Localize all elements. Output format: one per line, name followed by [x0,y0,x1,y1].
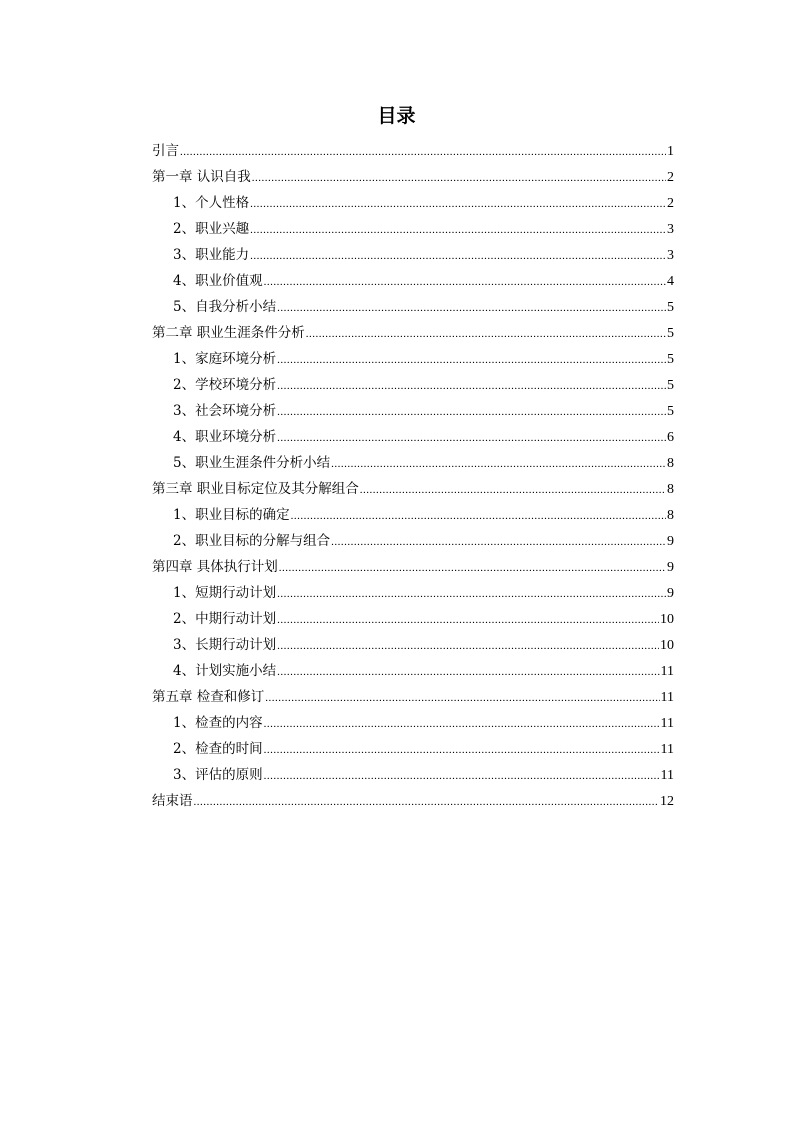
toc-dot-leader [331,529,666,555]
toc-dot-leader [277,295,666,321]
toc-section-entry[interactable] [152,580,674,606]
toc-dot-leader [264,763,660,789]
toc-page-number: 9 [667,560,674,575]
toc-dot-leader [277,347,666,373]
toc-chapter-entry[interactable] [152,684,674,710]
toc-page-number: 3 [667,248,674,263]
toc-dot-leader [264,737,660,763]
toc-entry-label: 4、计划实施小结 [173,663,277,679]
toc-entry-label: 第二章 职业生涯条件分析 [152,325,305,341]
toc-page-number: 11 [660,664,674,679]
toc-section-entry[interactable] [152,190,674,216]
toc-entry-label: 4、职业价值观 [173,273,263,289]
toc-section-entry[interactable] [152,710,674,736]
toc-chapter-entry[interactable] [152,788,674,814]
toc-dot-leader [277,581,666,607]
toc-section-entry[interactable] [152,372,674,398]
toc-dot-leader [265,685,659,711]
toc-page-number: 8 [667,482,674,497]
toc-page-number: 9 [667,586,674,601]
toc-page-number: 3 [667,222,674,237]
toc-entry-label: 1、职业目标的确定 [173,507,290,523]
toc-entry-label: 2、中期行动计划 [173,611,277,627]
toc-page-number: 5 [667,300,674,315]
toc-page-number: 2 [667,170,674,185]
toc-dot-leader [277,425,666,451]
toc-page-number: 11 [660,768,674,783]
toc-page-number: 11 [660,742,674,757]
toc-section-entry[interactable] [152,528,674,554]
toc-entry-label: 第三章 职业目标定位及其分解组合 [152,481,359,497]
toc-section-entry[interactable] [152,424,674,450]
toc-dot-leader [277,659,659,685]
toc-dot-leader [360,477,666,503]
toc-page-number: 6 [667,430,674,445]
toc-entry-label: 1、家庭环境分析 [173,351,277,367]
toc-dot-leader [264,711,660,737]
toc-section-entry[interactable] [152,398,674,424]
toc-page-number: 5 [667,326,674,341]
toc-page-number: 5 [667,378,674,393]
toc-entry-label: 引言 [152,143,179,159]
toc-title: 目录 [377,105,416,127]
toc-chapter-entry[interactable] [152,164,674,190]
toc-entry-label: 3、社会环境分析 [173,403,277,419]
toc-entry-label: 1、短期行动计划 [173,585,277,601]
toc-entry-label: 结束语 [152,793,193,809]
toc-section-entry[interactable] [152,762,674,788]
toc-section-entry[interactable] [152,242,674,268]
toc-section-entry[interactable] [152,450,674,476]
toc-section-entry[interactable] [152,216,674,242]
toc-section-entry[interactable] [152,346,674,372]
toc-section-entry[interactable] [152,294,674,320]
toc-dot-leader [277,399,666,425]
toc-chapter-entry[interactable] [152,554,674,580]
toc-page-number: 5 [667,352,674,367]
toc-entry-label: 5、自我分析小结 [173,299,277,315]
toc-dot-leader [264,269,666,295]
toc-entry-label: 4、职业环境分析 [173,429,277,445]
toc-chapter-entry[interactable] [152,320,674,346]
toc-dot-leader [291,503,666,529]
toc-page-number: 9 [667,534,674,549]
toc-dot-leader [252,165,666,191]
toc-page-number: 10 [660,612,674,627]
toc-page-number: 10 [660,638,674,653]
toc-section-entry[interactable] [152,736,674,762]
toc-chapter-entry[interactable] [152,476,674,502]
toc-section-entry[interactable] [152,268,674,294]
toc-dot-leader [250,217,666,243]
toc-entry-label: 1、个人性格 [173,195,250,211]
toc-entry-label: 第五章 检查和修订 [152,689,265,705]
toc-page-number: 8 [667,508,674,523]
toc-dot-leader [194,789,660,815]
toc-page-number: 1 [667,144,674,159]
toc-entry-label: 第四章 具体执行计划 [152,559,278,575]
toc-page-number: 4 [667,274,674,289]
toc-entry-label: 2、检查的时间 [173,741,263,757]
toc-section-entry[interactable] [152,632,674,658]
toc-page-number: 8 [667,456,674,471]
toc-chapter-entry[interactable] [152,138,674,164]
toc-dot-leader [250,191,666,217]
toc-entry-label: 2、职业兴趣 [173,221,250,237]
toc-entry-label: 第一章 认识自我 [152,169,251,185]
toc-dot-leader [277,373,666,399]
toc-entry-label: 5、职业生涯条件分析小结 [173,455,331,471]
toc-entry-label: 2、职业目标的分解与组合 [173,533,331,549]
toc-dot-leader [180,139,666,165]
toc-entry-label: 3、长期行动计划 [173,637,277,653]
toc-entry-label: 3、评估的原则 [173,767,263,783]
toc-page-number: 11 [660,690,674,705]
toc-dot-leader [250,243,666,269]
toc-page-number: 5 [667,404,674,419]
toc-list [152,138,674,814]
toc-dot-leader [331,451,666,477]
toc-entry-label: 1、检查的内容 [173,715,263,731]
toc-page-number: 11 [660,716,674,731]
toc-dot-leader [277,633,659,659]
toc-entry-label: 2、学校环境分析 [173,377,277,393]
toc-page-number: 12 [660,794,674,809]
toc-dot-leader [279,555,666,581]
toc-entry-label: 3、职业能力 [173,247,250,263]
toc-section-entry[interactable] [152,502,674,528]
toc-dot-leader [306,321,666,347]
toc-page-number: 2 [667,196,674,211]
toc-dot-leader [277,607,659,633]
toc-section-entry[interactable] [152,658,674,684]
toc-section-entry[interactable] [152,606,674,632]
